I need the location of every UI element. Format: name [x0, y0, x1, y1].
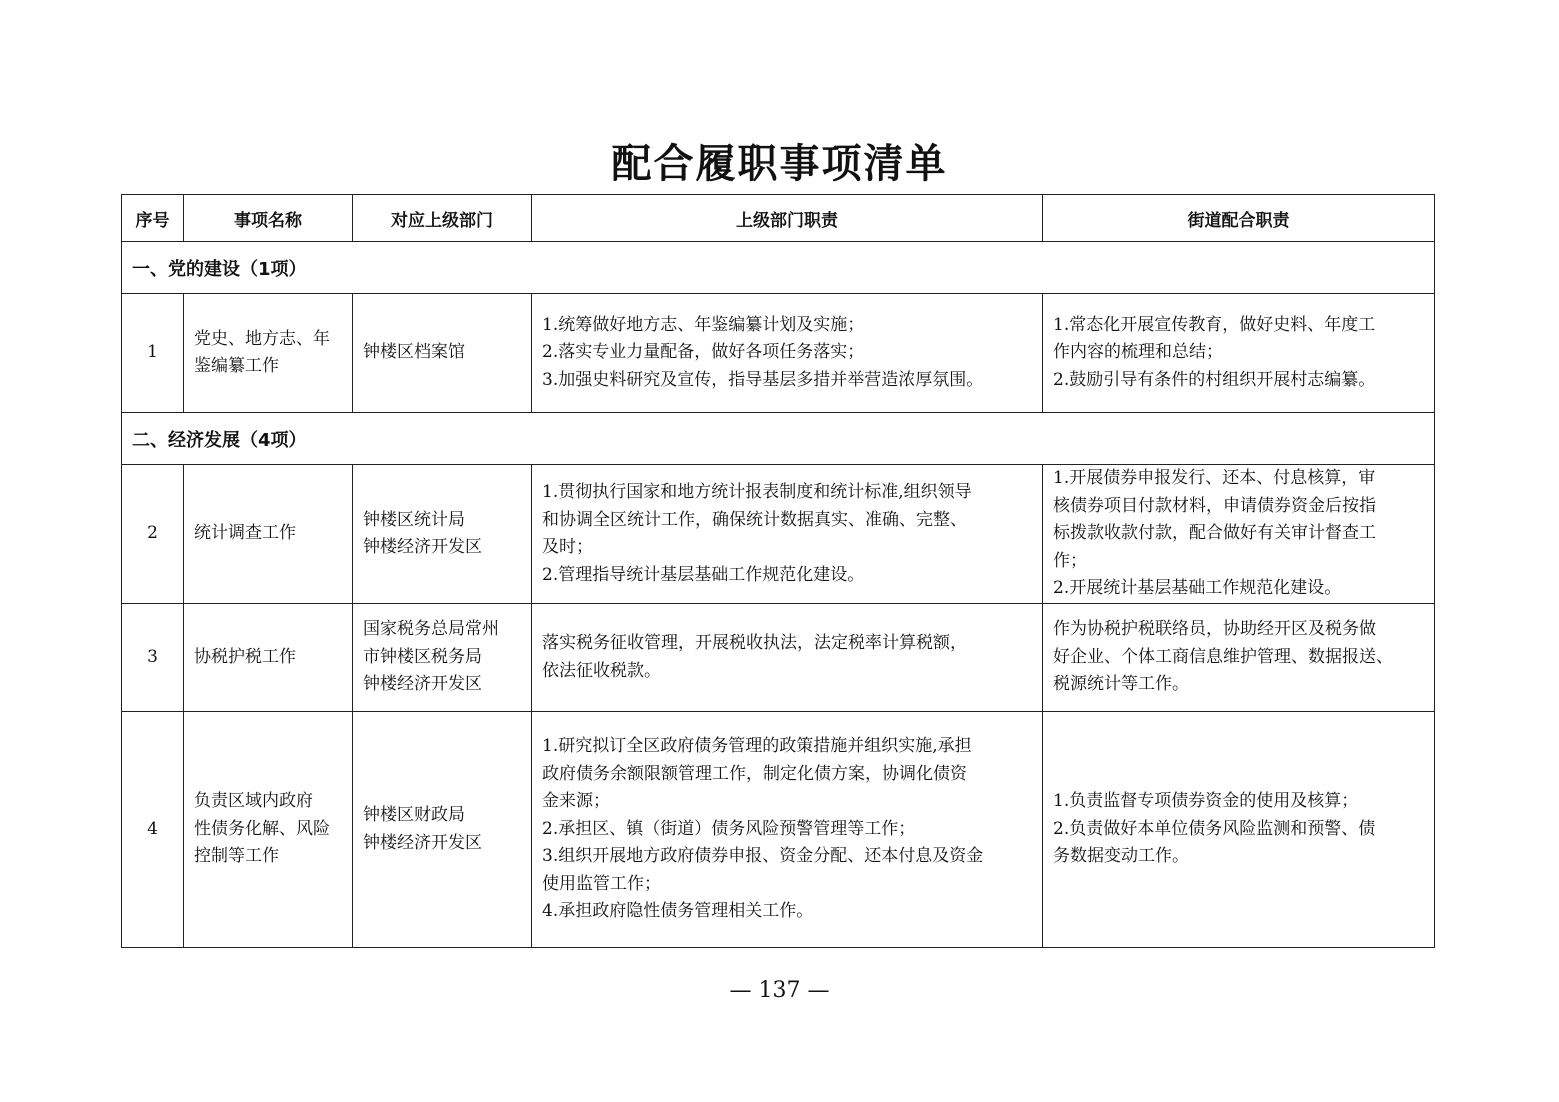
street-duty-cell [1043, 294, 1435, 413]
cell-text-line: 使用监管工作； [542, 873, 661, 894]
cell-text-line: 作内容的梳理和总结； [1053, 342, 1223, 363]
item-name-cell [184, 294, 353, 413]
section-row [122, 413, 1435, 465]
cell-text-line: 钟楼经济开发区 [363, 674, 482, 695]
cell-text-line: 2.负责做好本单位债务风险监测和预警、债 [1053, 818, 1376, 839]
cell-text-line: 核债券项目付款材料，申请债券资金后按指 [1053, 495, 1376, 516]
cell-text-line: 税源统计等工作。 [1053, 674, 1189, 695]
section-row [122, 242, 1435, 294]
superior-dept-cell [353, 712, 532, 948]
cell-text-line: 2.管理指导统计基层基础工作规范化建设。 [542, 564, 865, 585]
street-duty-cell [1043, 604, 1435, 712]
superior-duty-cell [532, 712, 1043, 948]
section-heading: 二、经济发展（4项） [122, 413, 1435, 465]
cell-text-line: 1.开展债券申报发行、还本、付息核算，审 [1053, 468, 1376, 489]
cell-text-line: 钟楼经济开发区 [363, 832, 482, 853]
street-duty-cell [1043, 465, 1435, 604]
cell-text-line: 3.加强史料研究及宣传，指导基层多措并举营造浓厚氛围。 [542, 369, 984, 390]
cell-text-line: 国家税务总局常州 [363, 619, 499, 640]
cell-text-line: 鉴编纂工作 [194, 356, 279, 376]
cell-text-line: 及时； [542, 537, 593, 557]
cell-text-line: 2.开展统计基层基础工作规范化建设。 [1053, 578, 1342, 599]
cell-text-line: 依法征收税款。 [542, 660, 661, 681]
cell-text-line: 3.组织开展地方政府债券申报、资金分配、还本付息及资金 [542, 846, 984, 867]
item-name-cell [184, 604, 353, 712]
col-header-street-duty: 街道配合职责 [1043, 195, 1435, 242]
cell-text-line: 钟楼区财政局 [363, 805, 465, 825]
cell-text-line: 1.负责监督专项债券资金的使用及核算； [1053, 791, 1359, 812]
page-number: — 137 — [729, 978, 830, 1003]
cell-text-line: 控制等工作 [194, 846, 279, 867]
cell-text-line: 统计调查工作 [194, 523, 296, 544]
cell-text-line: 好企业、个体工商信息维护管理、数据报送、 [1053, 646, 1393, 667]
table-row [122, 294, 1435, 413]
table-header-row [122, 195, 1435, 242]
cell-text-line: 性债务化解、风险 [194, 818, 330, 839]
row-index: 3 [122, 604, 184, 712]
superior-dept-cell [353, 604, 532, 712]
superior-duty-cell [532, 604, 1043, 712]
col-header-superior-duty: 上级部门职责 [532, 195, 1043, 242]
cell-text-line: 落实税务征收管理，开展税收执法，法定税率计算税额， [542, 633, 967, 653]
table-row [122, 604, 1435, 712]
cell-text-line: 钟楼区统计局 [363, 509, 465, 530]
row-index: 2 [122, 465, 184, 604]
cell-text-line: 1.统筹做好地方志、年鉴编纂计划及实施； [542, 314, 865, 335]
item-name-cell [184, 465, 353, 604]
cell-text-line: 和协调全区统计工作，确保统计数据真实、准确、完整、 [542, 509, 967, 530]
cell-text-line: 4.承担政府隐性债务管理相关工作。 [542, 901, 814, 922]
cell-text-line: 2.落实专业力量配备，做好各项任务落实； [542, 342, 865, 363]
table-body [122, 242, 1435, 948]
street-duty-cell [1043, 712, 1435, 948]
cell-text-line: 2.承担区、镇（街道）债务风险预警管理等工作； [542, 818, 916, 839]
cell-text-line: 钟楼区档案馆 [363, 342, 465, 363]
superior-dept-cell [353, 294, 532, 413]
duty-list-table [121, 194, 1435, 948]
row-index: 1 [122, 294, 184, 413]
col-header-superior-dept: 对应上级部门 [353, 195, 532, 242]
cell-text-line: 金来源； [542, 791, 610, 812]
cell-text-line: 1.常态化开展宣传教育，做好史料、年度工 [1053, 314, 1376, 335]
cell-text-line: 作为协税护税联络员，协助经开区及税务做 [1053, 619, 1376, 640]
cell-text-line: 1.贯彻执行国家和地方统计报表制度和统计标准,组织领导 [542, 482, 972, 502]
cell-text-line: 协税护税工作 [194, 646, 296, 667]
page-title: 配合履职事项清单 [611, 141, 948, 187]
col-header-item-name: 事项名称 [184, 195, 353, 242]
cell-text-line: 党史、地方志、年 [194, 328, 330, 349]
row-index: 4 [122, 712, 184, 948]
cell-text-line: 标拨款收款付款，配合做好有关审计督查工 [1053, 523, 1376, 544]
table-row [122, 712, 1435, 948]
item-name-cell [184, 712, 353, 948]
cell-text-line: 2.鼓励引导有条件的村组织开展村志编纂。 [1053, 369, 1376, 390]
superior-duty-cell [532, 465, 1043, 604]
col-header-index: 序号 [122, 195, 184, 242]
section-heading: 一、党的建设（1项） [122, 242, 1435, 294]
superior-dept-cell [353, 465, 532, 604]
cell-text-line: 政府债务余额限额管理工作，制定化债方案，协调化债资 [542, 763, 967, 784]
cell-text-line: 市钟楼区税务局 [363, 646, 482, 667]
superior-duty-cell [532, 294, 1043, 413]
cell-text-line: 务数据变动工作。 [1053, 846, 1189, 867]
cell-text-line: 1.研究拟订全区政府债务管理的政策措施并组织实施,承担 [542, 736, 972, 757]
cell-text-line: 负责区域内政府 [194, 791, 313, 812]
table-row [122, 465, 1435, 604]
cell-text-line: 钟楼经济开发区 [363, 537, 482, 557]
cell-text-line: 作； [1053, 550, 1087, 571]
